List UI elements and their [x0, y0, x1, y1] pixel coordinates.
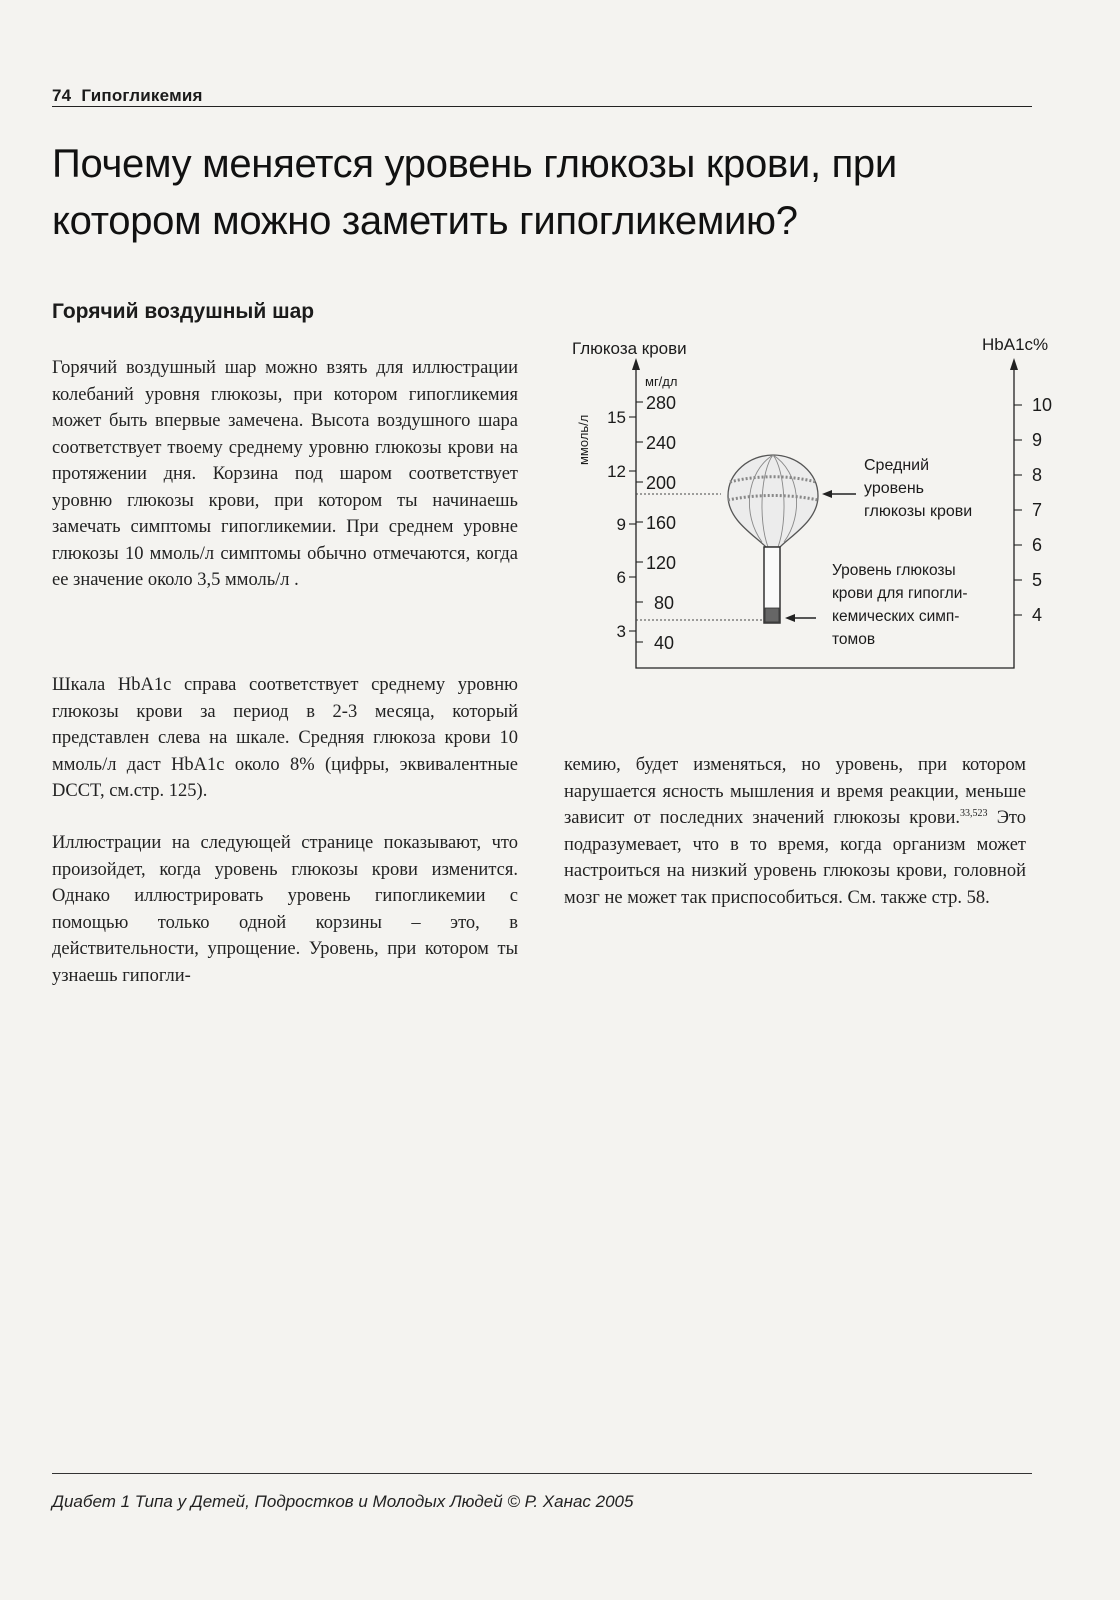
- mgdl-tick: 240: [646, 433, 677, 453]
- mgdl-tick: 120: [646, 553, 677, 573]
- average-label-line: глюкозы крови: [864, 503, 973, 520]
- right-paragraph-text-cont: Это подразумевает, что в то время, когда организм может настроиться на низкий уровень глюкозы крови, головной мозг не может так приспособиться. См. также стр. 58.: [564, 808, 1026, 908]
- hba1c-tick: 8: [1031, 465, 1043, 485]
- balloon-icon: [728, 455, 818, 547]
- section-title: Горячий воздушный шар: [52, 300, 315, 323]
- left-paragraph-1: Горячий воздушный шар можно взять для иллюстрации колебаний уровня глюкозы, при котором гипогликемия может быть впервые замечена. Высота воздушного шара соответствует твоему среднему уровню глюкозы крови на протяжении дня. Корзина под шаром соответствует уровню глюкозы крови, при котором ты начинаешь замечать симптомы гипогликемии. При среднем уровне глюкозы 10 ммоль/л симптомы обычно отмечаются, когда ее значение около 3,5 ммоль/л .: [52, 358, 518, 590]
- hypo-label-line: Уровень глюкозы: [832, 562, 956, 579]
- average-label-line: уровень: [864, 480, 925, 497]
- mgdl-unit-label: мг/дл: [645, 374, 678, 389]
- left-axis-title: Глюкоза крови: [572, 339, 687, 358]
- mmol-tick: 6: [616, 568, 626, 587]
- mgdl-tick: 160: [646, 513, 677, 533]
- hba1c-tick: 10: [1031, 395, 1053, 415]
- balloon-diagram-svg: [566, 330, 1061, 675]
- arrow-left-icon: [822, 490, 856, 498]
- mmol-tick: 3: [616, 622, 626, 641]
- left-axis-arrow: [632, 358, 640, 370]
- mgdl-tick: 80: [654, 593, 675, 613]
- running-head: [52, 86, 203, 106]
- arrow-left-icon: [785, 614, 816, 622]
- left-paragraph-3: Иллюстрации на следующей странице показывают, что произойдет, когда уровень глюкозы крови изменится. Однако иллюстрировать уровень гипогликемии с помощью только одной корзины – это, в действительности, упрощение. Уровень, при котором ты узнаешь гипогли-: [52, 833, 518, 986]
- footer-text: Диабет 1 Типа у Детей, Подростков и Молодых Людей © Р. Ханас 2005: [52, 1492, 634, 1511]
- average-label-line: Средний: [864, 457, 930, 474]
- mmol-tick: 9: [616, 515, 626, 534]
- running-title: Гипогликемия: [81, 86, 203, 105]
- hba1c-tick: 9: [1031, 430, 1043, 450]
- page-number: 74: [52, 86, 72, 105]
- citation-superscript: 33,523: [960, 807, 988, 819]
- hypo-label-line: кемических симп-: [832, 608, 960, 625]
- hypo-label-line: томов: [832, 631, 876, 648]
- mgdl-tick: 280: [646, 393, 677, 413]
- mmol-tick: 15: [607, 408, 626, 427]
- footer-rule: [52, 1473, 1032, 1474]
- mmol-tick: 12: [607, 462, 626, 481]
- right-paragraph-text: кемию, будет изменяться, но уровень, при котором нарушается ясность мышления и время реакции, меньше зависит от последних значений глюкозы крови.: [564, 755, 1026, 828]
- mgdl-tick: 40: [654, 633, 675, 653]
- header-rule: [52, 106, 1032, 107]
- page-title: Почему меняется уровень глюкозы крови, при котором можно заметить гипогликемию?: [52, 142, 897, 243]
- basket-icon: [764, 547, 780, 623]
- balloon-diagram: [566, 330, 1061, 680]
- left-paragraph-2: Шкала HbA1c справа соответствует среднему уровню глюкозы крови за период в 2-3 месяца, который представлен слева на шкале. Средняя глюкоза крови 10 ммоль/л даст HbA1c около 8% (цифры, эквивалентные DCCT, см.стр. 125).: [52, 675, 518, 801]
- mgdl-tick: 200: [646, 473, 677, 493]
- hba1c-tick: 5: [1031, 570, 1043, 590]
- right-axis-arrow: [1010, 358, 1018, 370]
- hba1c-tick: 4: [1031, 605, 1043, 625]
- hba1c-tick: 7: [1031, 500, 1043, 520]
- right-axis-title: HbA1c%: [982, 335, 1049, 354]
- hba1c-tick: 6: [1031, 535, 1043, 555]
- mmol-unit-label: ммоль/л: [576, 414, 591, 465]
- right-paragraph: [564, 752, 1026, 911]
- hypo-label-line: крови для гипогли-: [832, 585, 968, 602]
